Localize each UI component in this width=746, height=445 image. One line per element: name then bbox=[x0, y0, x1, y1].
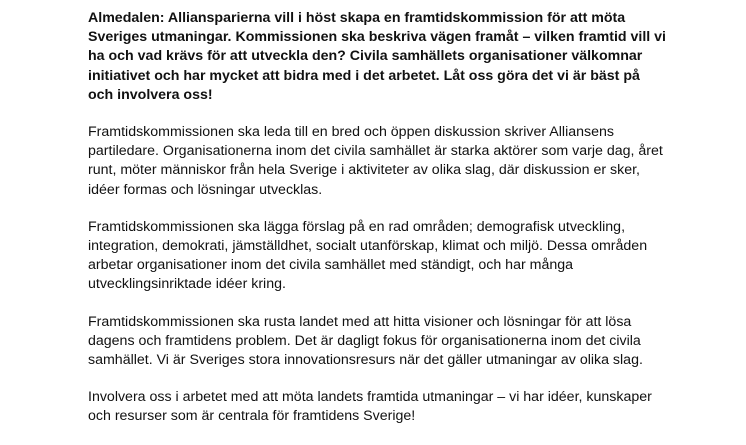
body-paragraph-2: Framtidskommissionen ska lägga förslag på en rad områden; demografisk utveckling, integration, demokrati, jämställdhet, socialt utanförskap, klimat och miljö. Dessa områden arbetar organisationer inom det civila samhället med ständigt, och har många utvecklingsinriktade idéer kring. bbox=[88, 218, 648, 293]
document-body bbox=[88, 9, 668, 445]
lead-paragraph: Almedalen: Alliansparierna vill i höst skapa en framtidskommission för att möta Sveriges utmaningar. Kommissionen ska beskriva vägen framåt – vilken framtid vill vi ha och vad krävs för att utveckla den? Civila samhällets organisationer välkomnar initiativet och har mycket att bidra med i det arbetet. Låt oss göra det vi är bäst på och involvera oss! bbox=[88, 10, 666, 103]
body-paragraph-3: Framtidskommissionen ska rusta landet med att hitta visioner och lösningar för att lösa dagens och framtidens problem. Det är dagligt fokus för organisationerna inom det civila samhället. Vi är Sveriges stora innovationsresurs när det gäller utmaningar av olika slag. bbox=[88, 313, 643, 369]
body-paragraph-1: Framtidskommissionen ska leda till en bred och öppen diskussion skriver Alliansens partiledare. Organisationerna inom det civila samhället är starka aktörer som varje dag, året runt, möter människor från hela Sverige i aktiviteter av olika slag, där diskussion er sker, idéer formas och lösningar utvecklas. bbox=[88, 124, 663, 198]
body-paragraph-4: Involvera oss i arbetet med att möta landets framtida utmaningar – vi har idéer, kunskaper och resurser som är centrala för framtidens Sverige! bbox=[88, 389, 652, 425]
